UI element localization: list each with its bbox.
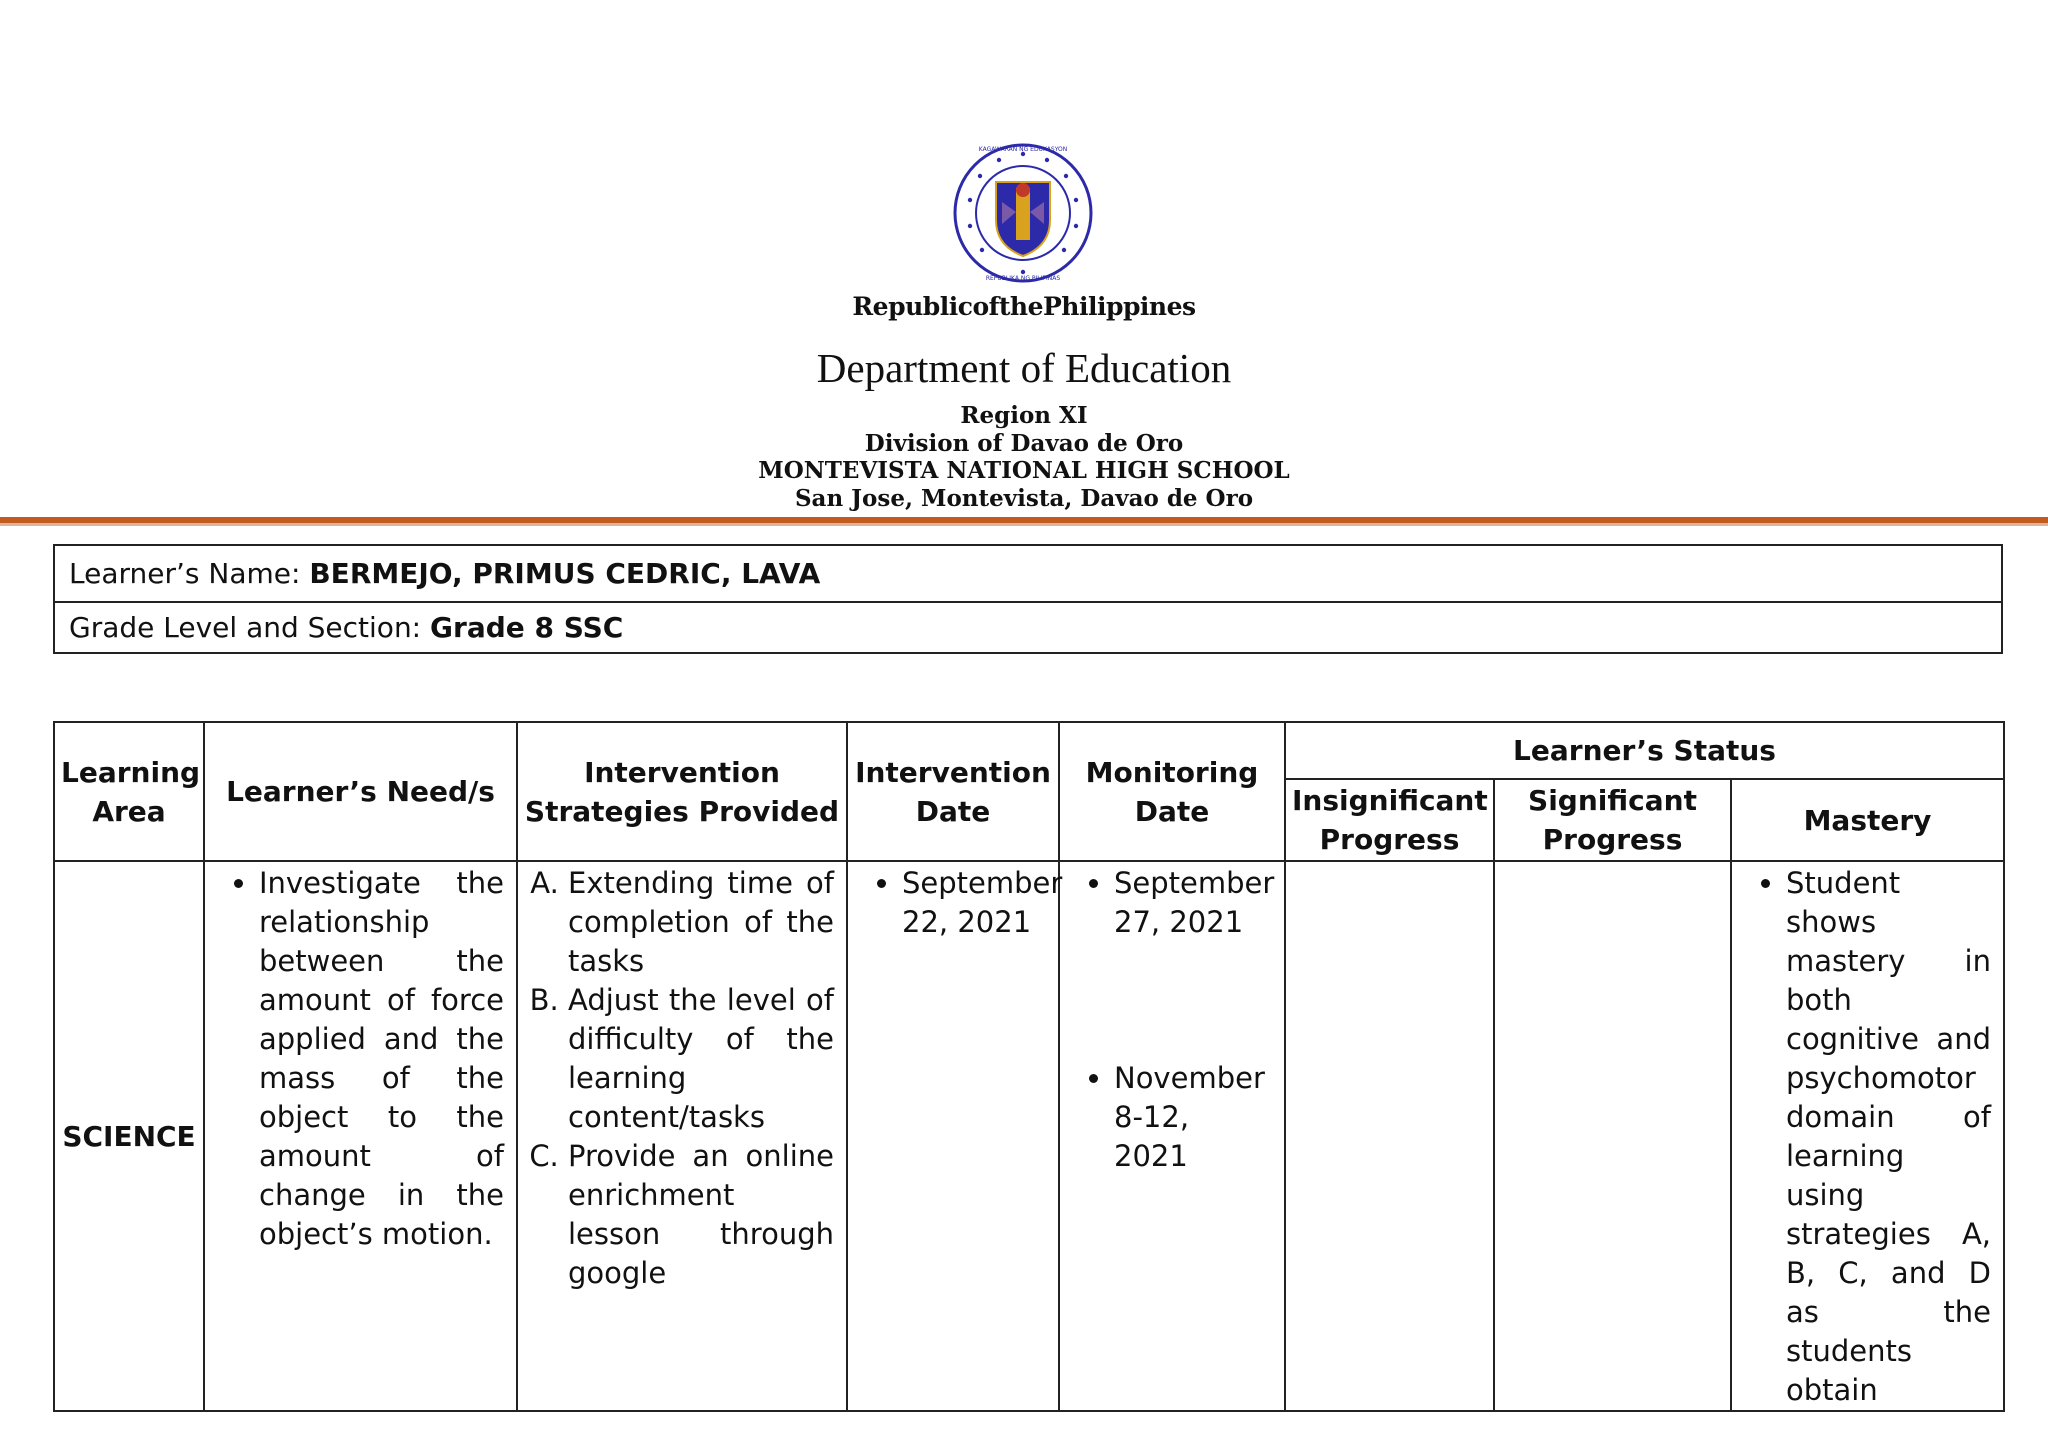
header-row-1 xyxy=(54,722,2004,779)
region-line: Region XI xyxy=(960,402,1088,429)
learner-name-row xyxy=(54,545,2002,602)
need-cell xyxy=(204,861,517,1411)
col-learners-needs: Learner’s Need/s xyxy=(204,722,517,861)
grade-section-label: Grade Level and Section: xyxy=(69,611,422,644)
monitoring-date-cell xyxy=(1059,861,1285,1411)
strategies-cell xyxy=(517,861,847,1411)
need-item: • Investigate the relationship between the amount of force applied and the mass of the object to the amount of change in the object’s motion. xyxy=(259,864,504,1254)
seal-text-top: KAGAWARAN NG EDUKASYON xyxy=(978,146,1068,153)
school-name-line: MONTEVISTA NATIONAL HIGH SCHOOL xyxy=(758,457,1290,484)
grade-section-cell xyxy=(54,602,2002,653)
col-monitoring-date: Monitoring Date xyxy=(1059,722,1285,861)
col-learning-area: Learning Area xyxy=(54,722,204,861)
seal-text-bottom: REPUBLIKA NG PILIPINAS xyxy=(985,275,1061,282)
col-significant-progress: Significant Progress xyxy=(1494,779,1731,861)
mastery-item: • Student shows mastery in both cognitive and psychomotor domain of learning using strategies A, B, C, and D as the students obtain xyxy=(1786,864,1991,1410)
strategy-item-b: B. Adjust the level of difficulty of the learning content/tasks xyxy=(568,981,834,1137)
intervention-date-item: • September 22, 2021 xyxy=(902,864,1046,942)
intervention-date-cell xyxy=(847,861,1063,1411)
republic-title: RepublicofthePhilippines xyxy=(852,292,1196,321)
school-address-block xyxy=(0,402,2048,512)
strategy-item-a: A. Extending time of completion of the tasks xyxy=(568,864,834,981)
col-insignificant-progress: Insignificant Progress xyxy=(1285,779,1494,861)
learning-area-cell: SCIENCE xyxy=(54,861,204,1411)
strategy-item-c: C. Provide an online enrichment lesson through google xyxy=(568,1137,834,1293)
address-line: San Jose, Montevista, Davao de Oro xyxy=(794,484,1254,512)
header-divider-shadow xyxy=(0,523,2048,526)
insignificant-progress-cell xyxy=(1285,861,1494,1411)
learner-name-label: Learner’s Name: xyxy=(69,557,301,590)
deped-seal-logo xyxy=(952,142,1094,284)
department-title: Department of Education xyxy=(816,345,1232,391)
learner-name-value: BERMEJO, PRIMUS CEDRIC, LAVA xyxy=(309,557,821,590)
learner-info-table xyxy=(53,544,2003,654)
significant-progress-cell xyxy=(1494,861,1731,1411)
grade-section-value: Grade 8 SSC xyxy=(430,611,624,644)
mastery-cell xyxy=(1731,861,2004,1411)
intervention-table xyxy=(53,721,2005,1412)
col-mastery: Mastery xyxy=(1731,779,2004,861)
learner-name-cell xyxy=(54,545,2002,602)
division-line: Division of Davao de Oro xyxy=(864,429,1184,457)
table-row xyxy=(54,861,2004,1411)
grade-section-row xyxy=(54,602,2002,653)
col-intervention-date: Intervention Date xyxy=(847,722,1059,861)
monitoring-date-item: • September 27, 2021 xyxy=(1114,864,1272,942)
monitoring-date-item: • November 8-12, 2021 xyxy=(1114,1059,1272,1176)
col-intervention-strategies: Intervention Strategies Provided xyxy=(517,722,847,861)
col-learners-status: Learner’s Status xyxy=(1285,722,2004,779)
